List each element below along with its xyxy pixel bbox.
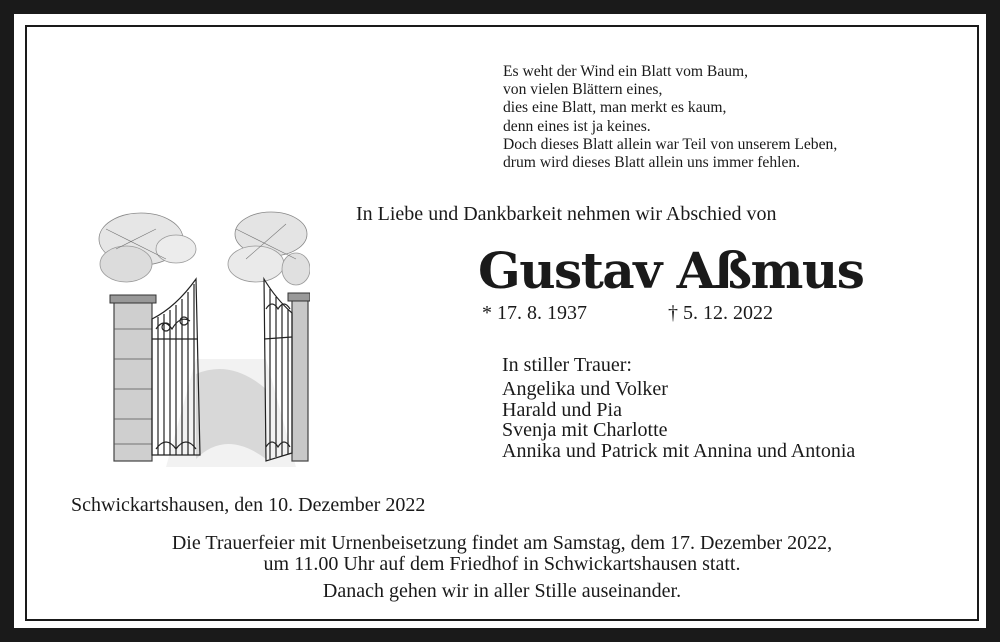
mourner-entry: Harald und Pia (502, 398, 622, 421)
death-date: † 5. 12. 2022 (668, 302, 773, 324)
place-and-date: Schwickartshausen, den 10. Dezember 2022 (71, 494, 426, 516)
deceased-name: Gustav Aßmus (478, 241, 864, 300)
funeral-service-notice (27, 533, 977, 602)
birth-date: * 17. 8. 1937 (482, 302, 587, 324)
mourner-entry: Svenja mit Charlotte (502, 419, 668, 441)
garden-gate-illustration (96, 209, 310, 467)
poem-line: Es weht der Wind ein Blatt vom Baum, (503, 63, 749, 80)
mourner-entry: Angelika und Volker (502, 378, 668, 400)
obituary-inner-border (25, 25, 979, 621)
poem-line: dies eine Blatt, man merkt es kaum, (503, 99, 727, 117)
service-line: Danach gehen wir in aller Stille auseinander. (322, 580, 682, 602)
poem (503, 63, 973, 172)
poem-line: drum wird dieses Blatt allein uns immer fehlen. (503, 154, 801, 172)
poem-line: denn eines ist ja keines. (503, 117, 651, 135)
mourner-entry: Annika und Patrick mit Annina und Antonia (502, 439, 856, 462)
service-line: Die Trauerfeier mit Urnenbeisetzung findet am Samstag, dem 17. Dezember 2022, (171, 532, 833, 554)
mourners-heading: In stiller Trauer: (502, 354, 632, 376)
service-line: um 11.00 Uhr auf dem Friedhof in Schwickartshausen statt. (263, 553, 741, 575)
poem-line: Doch dieses Blatt allein war Teil von unserem Leben, (503, 135, 838, 153)
poem-line: von vielen Blättern eines, (503, 81, 663, 99)
farewell-intro: In Liebe und Dankbarkeit nehmen wir Abschied von (356, 203, 777, 225)
mourners-list (502, 379, 855, 461)
